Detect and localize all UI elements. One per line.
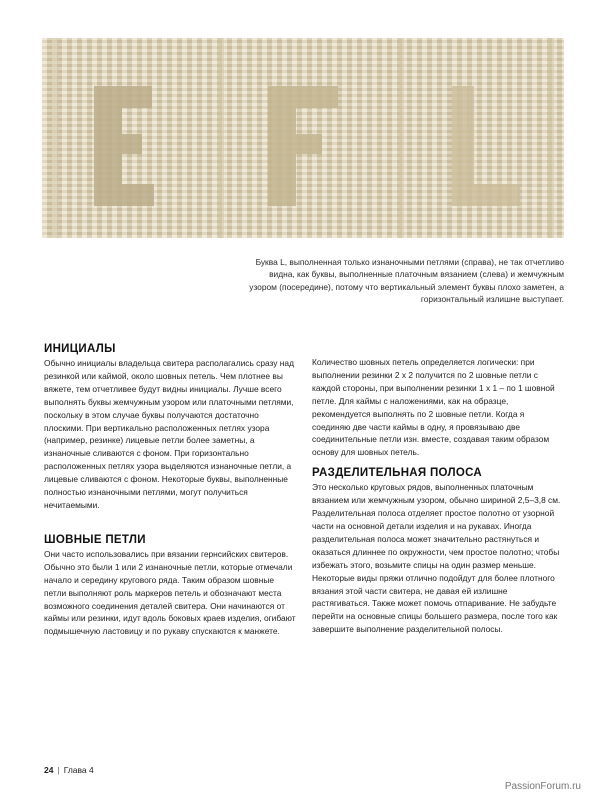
- chapter-label: Глава 4: [63, 765, 94, 775]
- page-number: 24: [44, 765, 54, 775]
- initials-paragraph: Обычно инициалы владельца свитера располагались сразу над резинкой или каймой, около шовных петель. Чем плотнее вы вяжете, тем отчетливее будут видны инициалы. Лучше всего выполнять буквы жемчужным узором или платочными петлями, поскольку в этом случае буквы получаются достаточно плоскими. При вертикально расположенных петлях узора (например, резинке) лицевые петли более заметны, а изнаночные сливаются с фоном. При горизонтально расположенных петлях узора выделяются изнаночные петли, а лицевые сливаются с фоном. Некоторые буквы, выполненные полностью изнаночными петлями, могут получиться нечитаемыми.: [44, 358, 294, 510]
- watermark: PassionForum.ru: [504, 781, 581, 792]
- footer-separator: |: [57, 765, 60, 775]
- letter-f-shape: [268, 86, 338, 206]
- caption-line: узором (посередине), потому что вертикальный элемент буквы плохо заметен, а: [249, 281, 564, 292]
- letter-e-shape: [94, 86, 154, 206]
- divider-band-paragraph: Это несколько круговых рядов, выполненных платочным вязанием или жемчужным узором, обычно шириной 2,5–3,8 см. Разделительная полоса отделяет простое полотно от узорной части на основной детали изделия и на рукавах. Иногда разделительная полоса может значительно растянуться и оказаться длиннее по окружности, чем простое полотно; чтобы избежать этого, возьмите спицы на один размер меньше. Некоторые виды пряжи отлично подойдут для более плотного вязания этой части свитера, не давая ей излишне растягиваться. Также может помочь отпаривание. Не забудьте перейти на основные спицы большего размера, после того как завершите выполнение разделительной полосы.: [312, 482, 561, 635]
- seam-count-paragraph: Количество шовных петель определяется логически: при выполнении резинки 2 x 2 получится по 2 шовные петли с каждой стороны, при выполнении резинки 1 x 1 – по 1 шовной петле. Для каймы с наложениями, как на образце, рекомендуется выполнять по 2 шовные петли. Когда я соединяю две части каймы в одну, я провязываю две соединительные петли изн. вместе, создавая таким образом основу для шовных петель.: [312, 357, 555, 458]
- left-column: [44, 343, 296, 646]
- right-column: [312, 356, 564, 644]
- knitting-sample-photo: [42, 38, 564, 238]
- caption-line: Буква L, выполненная только изнаночными петлями (справа), не так отчетливо: [255, 257, 564, 267]
- section-heading-seam-stitches: ШОВНЫЕ ПЕТЛИ: [44, 533, 146, 546]
- seam-stitches-paragraph: Они часто использовались при вязании гернсийских свитеров. Обычно это были 1 или 2 изнаночные петли, которые отмечали начало и середину кругового ряда. Таким образом шовные петли выполняют роль маркеров петель и обозначают места возможного соединения деталей свитера. Они начинаются от каймы или резинки, идут вдоль боковых краев изделия, огибают подмышечную ластовицу и по рукаву спускаются к манжете.: [44, 548, 296, 637]
- page-footer: [44, 765, 94, 775]
- caption-line: видна, как буквы, выполненные платочным вязанием (слева) и жемчужным: [269, 269, 564, 280]
- knitted-letters-illustration: [42, 38, 564, 238]
- letter-l-shape: [452, 86, 520, 206]
- caption-line: горизонтальный излишне выступает.: [420, 293, 564, 304]
- section-heading-divider-band: РАЗДЕЛИТЕЛЬНАЯ ПОЛОСА: [312, 467, 483, 480]
- photo-caption: [248, 256, 564, 305]
- section-heading-initials: ИНИЦИАЛЫ: [44, 343, 116, 355]
